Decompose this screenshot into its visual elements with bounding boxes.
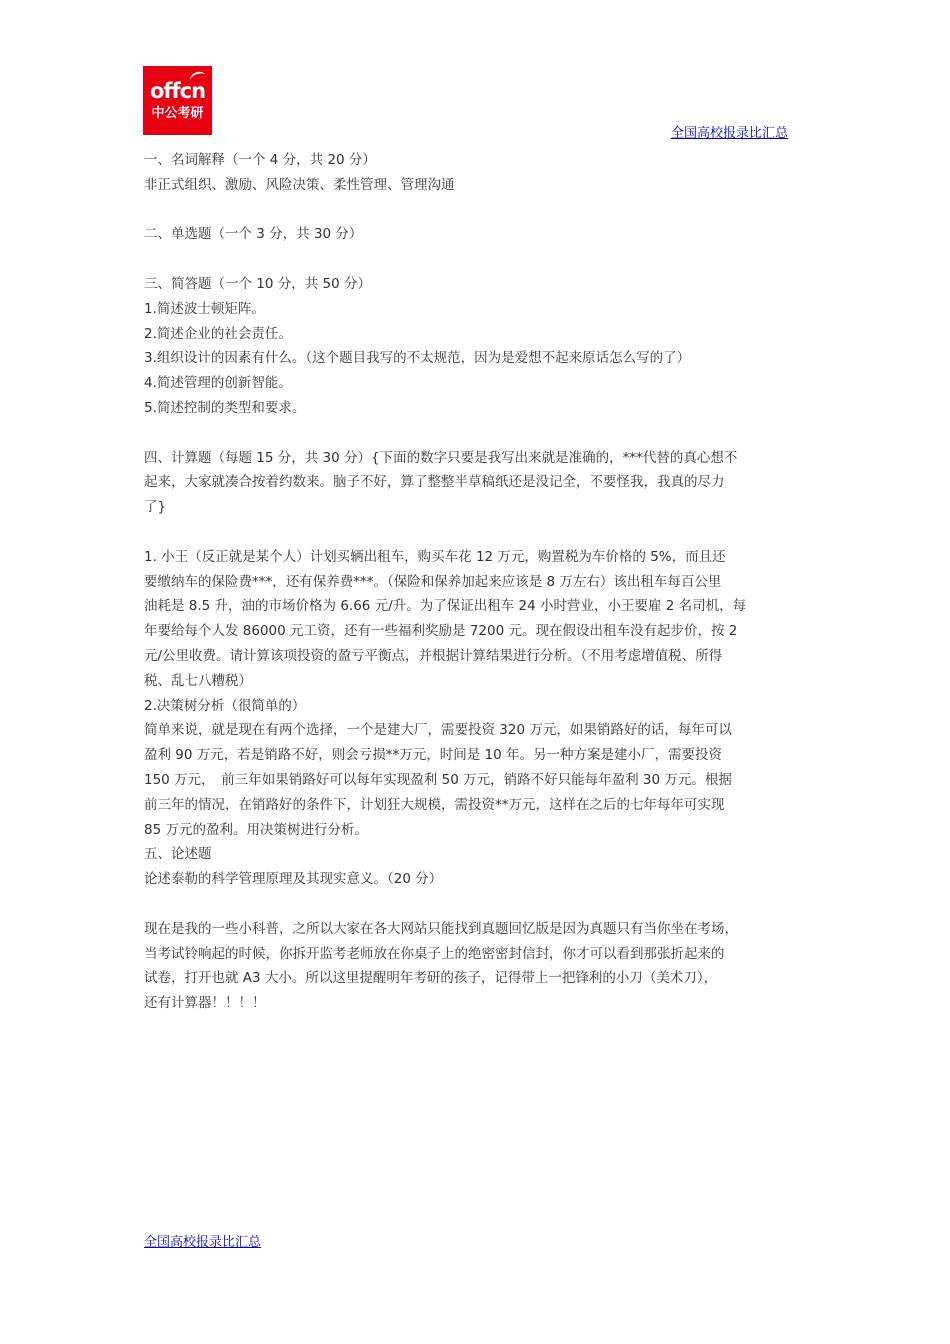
- offcn-logo: [143, 66, 212, 135]
- blank-line: [144, 247, 816, 272]
- blank-line: [144, 520, 816, 545]
- text-line: 了}: [144, 499, 167, 516]
- logo-cn-text: 中公考研: [151, 106, 204, 121]
- blank-line: [144, 892, 816, 917]
- text-line: 年要给每个人发 86000 元工资，还有一些福利奖励是 7200 元。现在假设出租车没有起步价，按 2: [144, 623, 738, 640]
- text-line: 论述泰勒的科学管理原理及其现实意义。（20 分）: [144, 871, 443, 888]
- text-line: 简单来说，就是现在有两个选择，一个是建大厂，需要投资 320 万元，如果销路好的话，每年可以: [144, 722, 732, 739]
- text-line: 85 万元的盈利。用决策树进行分析。: [144, 821, 368, 838]
- text-line: 2.简述企业的社会责任。: [144, 325, 292, 342]
- text-line: 1. 小王（反正就是某个人）计划买辆出租车，购买车花 12 万元，购置税为车价格的 5%，而且还: [144, 548, 726, 565]
- text-line: 一、名词解释（一个 4 分，共 20 分）: [144, 152, 376, 168]
- blank-line: [144, 198, 816, 223]
- text-line: 元/公里收费。请计算该项投资的盈亏平衡点，并根据计算结果进行分析。（不用考虑增值税、所得: [144, 647, 723, 664]
- text-line: 起来，大家就凑合按着约数来。脑子不好，算了整整半草稿纸还是没记全，不要怪我，我真的尽力: [144, 474, 725, 491]
- text-line: 150 万元， 前三年如果销路好可以每年实现盈利 50 万元，销路不好只能每年盈利 30 万元。根据: [144, 771, 732, 788]
- footer-admission-ratio-link[interactable]: 全国高校报录比汇总: [144, 1235, 262, 1250]
- text-line: 五、论述题: [144, 846, 212, 863]
- text-line: 现在是我的一些小科普，之所以大家在各大网站只能找到真题回忆版是因为真题只有当你坐在考场，: [144, 920, 738, 937]
- text-line: 税、乱七八糟税）: [144, 672, 252, 689]
- text-line: 前三年的情况，在销路好的条件下，计划狂大规模，需投资**万元，这样在之后的七年每年可实现: [144, 796, 725, 813]
- text-line: 4.简述管理的创新智能。: [144, 375, 292, 392]
- text-line: 盈利 90 万元，若是销路不好，则会亏损**万元，时间是 10 年。另一种方案是建小厂，需要投资: [144, 747, 723, 764]
- text-line: 要缴纳车的保险费***，还有保养费***。（保险和保养加起来应该是 8 万左右）该出租车每百公里: [144, 573, 722, 590]
- text-line: 非正式组织、激励、风险决策、柔性管理、管理沟通: [144, 176, 455, 193]
- text-line: 3.组织设计的因素有什么。（这个题目我写的不太规范，因为是爱想不起来原话怎么写的了）: [144, 350, 691, 367]
- text-line: 5.简述控制的类型和要求。: [144, 399, 306, 416]
- logo-en-text: offcn: [149, 79, 206, 103]
- text-line: 油耗是 8.5 升，油的市场价格为 6.66 元/升。为了保证出租车 24 小时营业，小王要雇 2 名司机，每: [144, 598, 747, 615]
- text-line: 三、简答题（一个 10 分，共 50 分）: [144, 275, 372, 292]
- text-line: 还有计算器！！！！: [144, 995, 266, 1012]
- text-line: 试卷，打开也就 A3 大小。所以这里提醒明年考研的孩子，记得带上一把锋利的小刀（美术刀），: [144, 970, 718, 987]
- blank-line: [144, 421, 816, 446]
- text-line: 当考试铃响起的时候，你拆开监考老师放在你桌子上的绝密密封信封，你才可以看到那张折起来的: [144, 945, 725, 962]
- text-line: 四、计算题（每题 15 分，共 30 分）{下面的数字只要是我写出来就是准确的，***代替的真心想不: [144, 449, 738, 466]
- text-line: 2.决策树分析（很简单的）: [144, 697, 306, 714]
- text-line: 二、单选题（一个 3 分，共 30 分）: [144, 226, 363, 243]
- text-line: 1.简述波士顿矩阵。: [144, 300, 265, 317]
- document-body: [144, 148, 816, 1016]
- header-admission-ratio-link[interactable]: 全国高校报录比汇总: [671, 126, 789, 141]
